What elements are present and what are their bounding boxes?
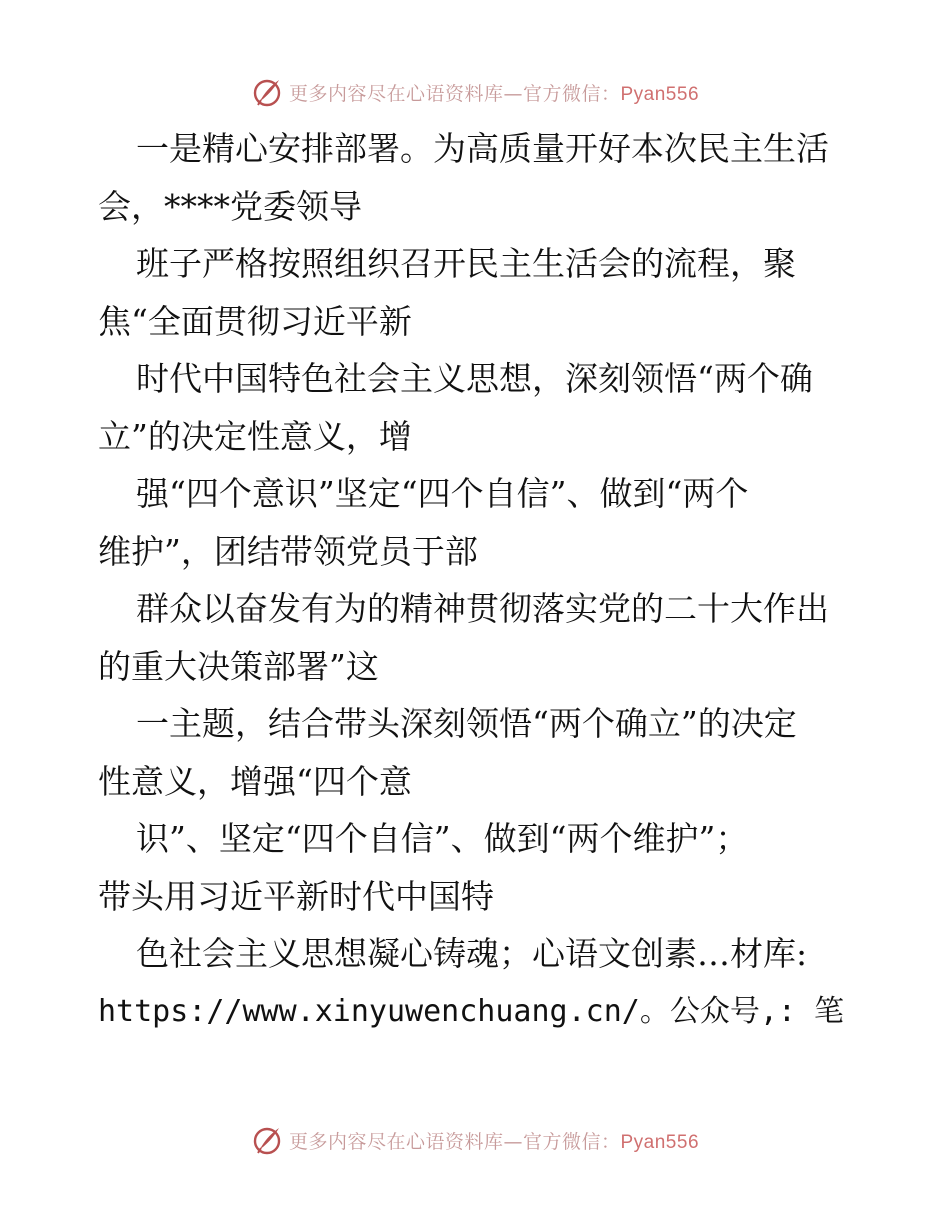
watermark-wechat-id: Pyan556 [620, 1131, 700, 1153]
text-line: 识”、坚定“四个自信”、做到“两个维护”； [136, 819, 749, 858]
text-line: 一是精心安排部署。为高质量开好本次民主生活 [136, 129, 829, 168]
text-line: 的重大决策部署”这 [98, 646, 379, 686]
text-line: 立”的决定性意义，增 [98, 416, 412, 456]
footer-watermark [0, 1120, 950, 1160]
text-line: 色社会主义思想凝心铸魂；心语文创素…材库: [136, 934, 808, 973]
text-line: 焦“全面贯彻习近平新 [98, 301, 412, 341]
watermark-text [289, 79, 699, 106]
text-line: 强“四个意识”坚定“四个自信”、做到“两个 [136, 474, 749, 513]
header-watermark [0, 72, 950, 112]
quill-circle-logo-icon [251, 1124, 283, 1156]
text-line: 一主题，结合带头深刻领悟“两个确立”的决定 [136, 704, 797, 743]
watermark-main-text: 更多内容尽在心语资料库—官方微信： [288, 1130, 621, 1153]
watermark-main-text: 更多内容尽在心语资料库—官方微信： [288, 82, 621, 105]
document-body [98, 120, 858, 1040]
watermark-text [289, 1127, 699, 1154]
text-line: 时代中国特色社会主义思想，深刻领悟“两个确 [136, 359, 813, 398]
text-line: 维护”，团结带领党员于部 [98, 531, 478, 571]
text-line: 带头用习近平新时代中国特 [98, 876, 494, 916]
watermark-wechat-id: Pyan556 [620, 83, 700, 105]
quill-circle-logo-icon [251, 76, 283, 108]
text-line: 性意义，增强“四个意 [98, 761, 412, 801]
text-line: 班子严格按照组织召开民主生活会的流程，聚 [136, 244, 796, 283]
text-line: 群众以奋发有为的精神贯彻落实党的二十大作出 [136, 589, 829, 628]
text-line-url: https://www.xinyuwenchuang.cn/。公众号,: 笔 [98, 993, 845, 1029]
text-line: 会，****党委领导 [98, 186, 362, 226]
